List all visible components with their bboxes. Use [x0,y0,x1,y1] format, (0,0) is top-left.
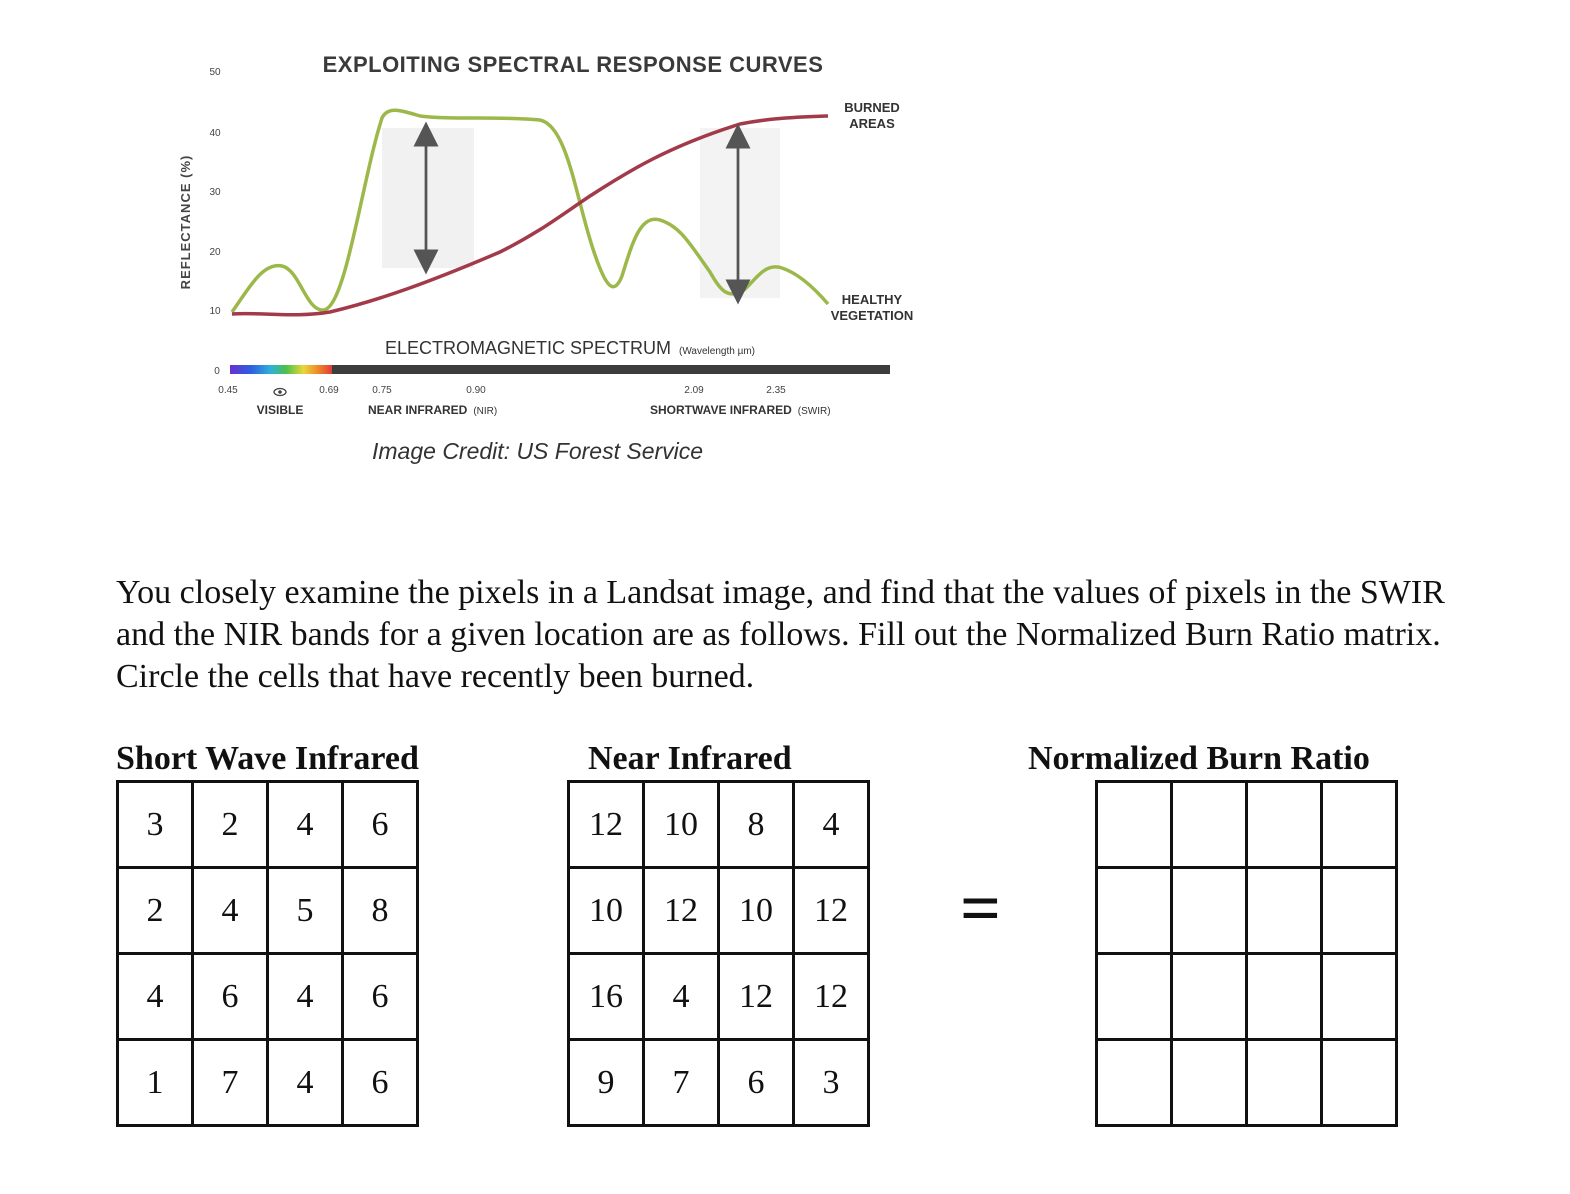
wavelength-tick: 2.09 [684,385,704,396]
nbr-cell[interactable] [1097,868,1172,954]
swir-cell: 6 [343,954,418,1040]
y-tick: 40 [209,128,221,139]
wavelength-tick: 0.69 [319,385,339,396]
visible-spectrum-bar [230,365,332,374]
swir-cell: 6 [343,782,418,868]
visible-band-label: VISIBLE [256,403,304,417]
swir-cell: 4 [268,1040,343,1126]
nir-band-label: NEAR INFRARED (NIR) [368,403,498,417]
swir-cell: 4 [118,954,193,1040]
nbr-cell[interactable] [1247,782,1322,868]
nir-cell: 16 [569,954,644,1040]
nbr-matrix-title: Normalized Burn Ratio [1028,740,1370,777]
swir-band-label: SHORTWAVE INFRARED (SWIR) [650,403,831,417]
swir-matrix [116,780,419,1127]
swir-matrix-title: Short Wave Infrared [116,740,419,777]
nir-cell: 9 [569,1040,644,1126]
wavelength-tick: 0.90 [466,385,486,396]
swir-cell: 1 [118,1040,193,1126]
instructions-text: You closely examine the pixels in a Landsat image, and find that the values of pixels in the SWIR and the NIR bands for a given location are as follows. Fill out the Normalized Burn Ratio matrix. Circle the cells that have recently been burned. [116,574,1445,695]
nir-cell: 4 [644,954,719,1040]
nir-cell: 10 [644,782,719,868]
nbr-cell[interactable] [1247,1040,1322,1126]
figure-title: EXPLOITING SPECTRAL RESPONSE CURVES [322,52,824,77]
nir-cell: 10 [719,868,794,954]
y-axis-label: REFLECTANCE (%) [178,154,193,290]
nbr-cell[interactable] [1247,954,1322,1040]
y-tick: 10 [209,306,221,317]
image-credit: Image Credit: US Forest Service [372,438,704,464]
nir-cell: 8 [719,782,794,868]
nir-cell: 12 [794,868,869,954]
nbr-cell[interactable] [1322,954,1397,1040]
nbr-cell[interactable] [1172,782,1247,868]
healthy-label-line1: HEALTHY [841,292,903,307]
nir-cell: 12 [644,868,719,954]
swir-cell: 8 [343,868,418,954]
swir-cell: 6 [343,1040,418,1126]
nir-cell: 10 [569,868,644,954]
nir-cell: 12 [794,954,869,1040]
swir-cell: 2 [193,782,268,868]
wavelength-tick: 2.35 [766,385,786,396]
nir-cell: 3 [794,1040,869,1126]
swir-cell: 4 [193,868,268,954]
nbr-cell[interactable] [1322,868,1397,954]
spectral-response-figure [0,0,1570,540]
burned-label-line1: BURNED [844,100,900,115]
nbr-cell[interactable] [1172,868,1247,954]
wavelength-tick: 0.75 [372,385,392,396]
nir-cell: 4 [794,782,869,868]
nir-matrix-title: Near Infrared [588,740,792,777]
nbr-cell[interactable] [1247,868,1322,954]
swir-cell: 5 [268,868,343,954]
nbr-cell[interactable] [1097,782,1172,868]
nir-cell: 6 [719,1040,794,1126]
y-tick: 20 [209,247,221,258]
nbr-cell[interactable] [1172,954,1247,1040]
y-tick: 0 [214,366,220,377]
swir-cell: 6 [193,954,268,1040]
swir-cell: 3 [118,782,193,868]
eye-icon [274,389,286,396]
nbr-cell[interactable] [1097,1040,1172,1126]
nbr-cell[interactable] [1172,1040,1247,1126]
wavelength-tick: 0.45 [218,385,238,396]
nir-cell: 7 [644,1040,719,1126]
spectrum-title: ELECTROMAGNETIC SPECTRUM (Wavelength µm) [385,338,755,358]
swir-cell: 2 [118,868,193,954]
nbr-cell[interactable] [1097,954,1172,1040]
burned-label-line2: AREAS [849,116,895,131]
equals-sign: = [960,868,1002,948]
nir-highlight [382,128,474,268]
nir-cell: 12 [569,782,644,868]
healthy-label-line2: VEGETATION [830,308,914,323]
swir-cell: 4 [268,782,343,868]
nir-cell: 12 [719,954,794,1040]
nbr-cell[interactable] [1322,1040,1397,1126]
y-tick: 30 [209,187,221,198]
nbr-cell[interactable] [1322,782,1397,868]
swir-cell: 4 [268,954,343,1040]
swir-cell: 7 [193,1040,268,1126]
nbr-matrix [1095,780,1398,1127]
y-tick: 50 [209,67,221,78]
nir-matrix [567,780,870,1127]
